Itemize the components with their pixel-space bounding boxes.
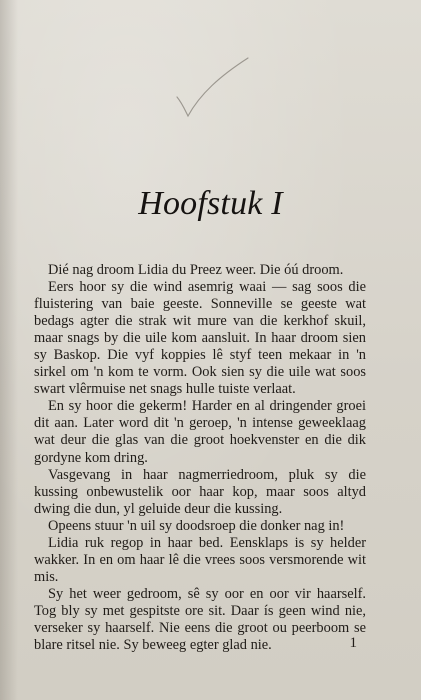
paragraph: Lidia ruk regop in haar bed. Eensklaps is sy helder wakker. In en om haar lê die vrees soos versmorende wit mis.: [34, 534, 366, 585]
paragraph: Eers hoor sy die wind asemrig waai — sag soos die fluistering van baie geeste. Sonneville se geeste wat bedags agter die strak wit mure van die kerkhof skuil, maar snags by die uile kom aansluit. In haar droom sien sy Baskop. Die vyf koppies lê styf teen mekaar in 'n sirkel om 'n kom te vorm. Ook sien sy die uile wat soos swart vlêrmuise net snags hulle tuiste verlaat.: [34, 279, 366, 398]
paragraph: Opeens stuur 'n uil sy doodsroep die donker nag in!: [48, 517, 345, 534]
paragraph: En sy hoor die gekerm! Harder en al dringender groei dit aan. Later word dit 'n geroep, 'n intense geweeklaag wat deur die glas van die groot hoekvenster en die dik gordyne kom dring.: [34, 398, 366, 466]
chapter-text: [34, 262, 366, 654]
chapter-title: Hoofstuk I: [138, 185, 283, 222]
paragraph: Vasgevang in haar nagmerriedroom, pluk sy die kussing onbewustelik oor haar kop, maar soos altyd dwing die dun, yl geluide deur die kussing.: [34, 466, 366, 517]
paragraph: Dié nag droom Lidia du Preez weer. Die óú droom.: [48, 262, 344, 278]
pencil-check-mark: [170, 52, 252, 122]
gutter-shadow: [0, 0, 18, 700]
paragraph: Sy het weer gedroom, sê sy oor en oor vir haarself. Tog bly sy met gespitste ore sit. Daar ís geen wind nie, verseker sy haarself. Nie eens die groot ou peerboom se blare ritsel nie. Sy beweeg egter glad nie.: [34, 585, 366, 654]
page-number: 1: [349, 635, 357, 651]
